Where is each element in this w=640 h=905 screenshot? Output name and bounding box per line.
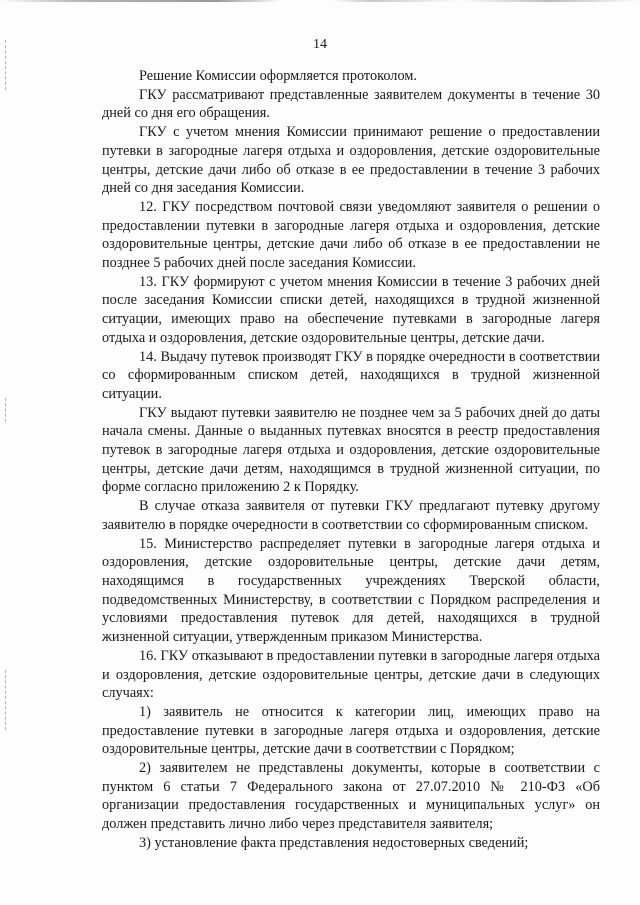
paragraph-decision-protocol: Решение Комиссии оформляется протоколом. <box>139 68 417 84</box>
paragraph-issue-vouchers: ГКУ выдают путевки заявителю не позднее чем за 5 рабочих дней до даты начала смены. Данные о выданных путевках вносятся в реестр предоставления путевок в загородные лагеря отдыха и оздоровления, детские оздоровительные центры, детские дачи детям, находящимся в трудной жизненной ситуации, по форме согласно приложению 2 к Порядку. <box>102 404 600 496</box>
list-item-1: 1) заявитель не относится к категории лиц, имеющих право на предоставление путевки в загородные лагеря отдыха и оздоровления, детские оздоровительные центры, детские дачи в соответствии с Порядком; <box>102 703 600 758</box>
paragraph-item-14: 14. Выдачу путевок производят ГКУ в порядке очередности в соответствии со сформированным списком детей, находящихся в трудной жизненной ситуации. <box>102 348 600 402</box>
scan-edge-line <box>0 0 640 2</box>
list-item-2: 2) заявителем не представлены документы, которые в соответствии с пунктом 6 статьи 7 Федерального закона от 27.07.2010 № 210-ФЗ «Об организации предоставления государственных и муниципальных услуг» он должен представить лично либо через представителя заявителя; <box>102 760 600 833</box>
scan-margin-mark <box>5 398 7 422</box>
scan-margin-mark <box>5 670 7 730</box>
paragraph-item-15: 15. Министерство распределяет путевки в загородные лагеря отдыха и оздоровления, детские оздоровительные центры, детские дачи детям, находящимся в государственных учреждениях Тверской области, подведомственных Министерству, в соответствии с Порядком распределения и условиями предоставления путевок для детей, находящихся в трудной жизненной ситуации, утвержденным приказом Министерства. <box>102 535 600 646</box>
paragraph-decision: ГКУ с учетом мнения Комиссии принимают решение о предоставлении путевки в загородные лагеря отдыха и оздоровления, детские оздоровительные центры, детские дачи либо об отказе в ее предоставлении в течение 3 рабочих дней со дня заседания Комиссии. <box>102 124 600 197</box>
paragraph-item-16: 16. ГКУ отказывают в предоставлении путевки в загородные лагеря отдыха и оздоровления, детские оздоровительные центры, детские дачи в следующих случаях: <box>102 647 600 702</box>
paragraph-review-period: ГКУ рассматривают представленные заявителем документы в течение 30 дней со дня его обращения. <box>102 86 600 122</box>
paragraph-item-12: 12. ГКУ посредством почтовой связи уведомляют заявителя о решении о предоставлении путевки в загородные лагеря отдыха и оздоровления, детские оздоровительные центры, детские дачи либо об отказе в ее предоставлении не позднее 5 рабочих дней после заседания Комиссии. <box>102 198 600 272</box>
page-number: 14 <box>313 37 327 52</box>
paragraph-refusal-case: В случае отказа заявителя от путевки ГКУ предлагают путевку другому заявителю в порядке очередности в соответствии со сформированным списком. <box>102 498 600 533</box>
list-item-3: 3) установление факта представления недостоверных сведений; <box>139 834 529 851</box>
document-body <box>102 67 600 853</box>
paragraph-item-13: 13. ГКУ формируют с учетом мнения Комиссии в течение 3 рабочих дней после заседания Комиссии списки детей, находящихся в трудной жизненной ситуации, имеющих право на обеспечение путевками в загородные лагеря отдыха и оздоровления, детские оздоровительные центры, детские дачи. <box>102 273 600 346</box>
